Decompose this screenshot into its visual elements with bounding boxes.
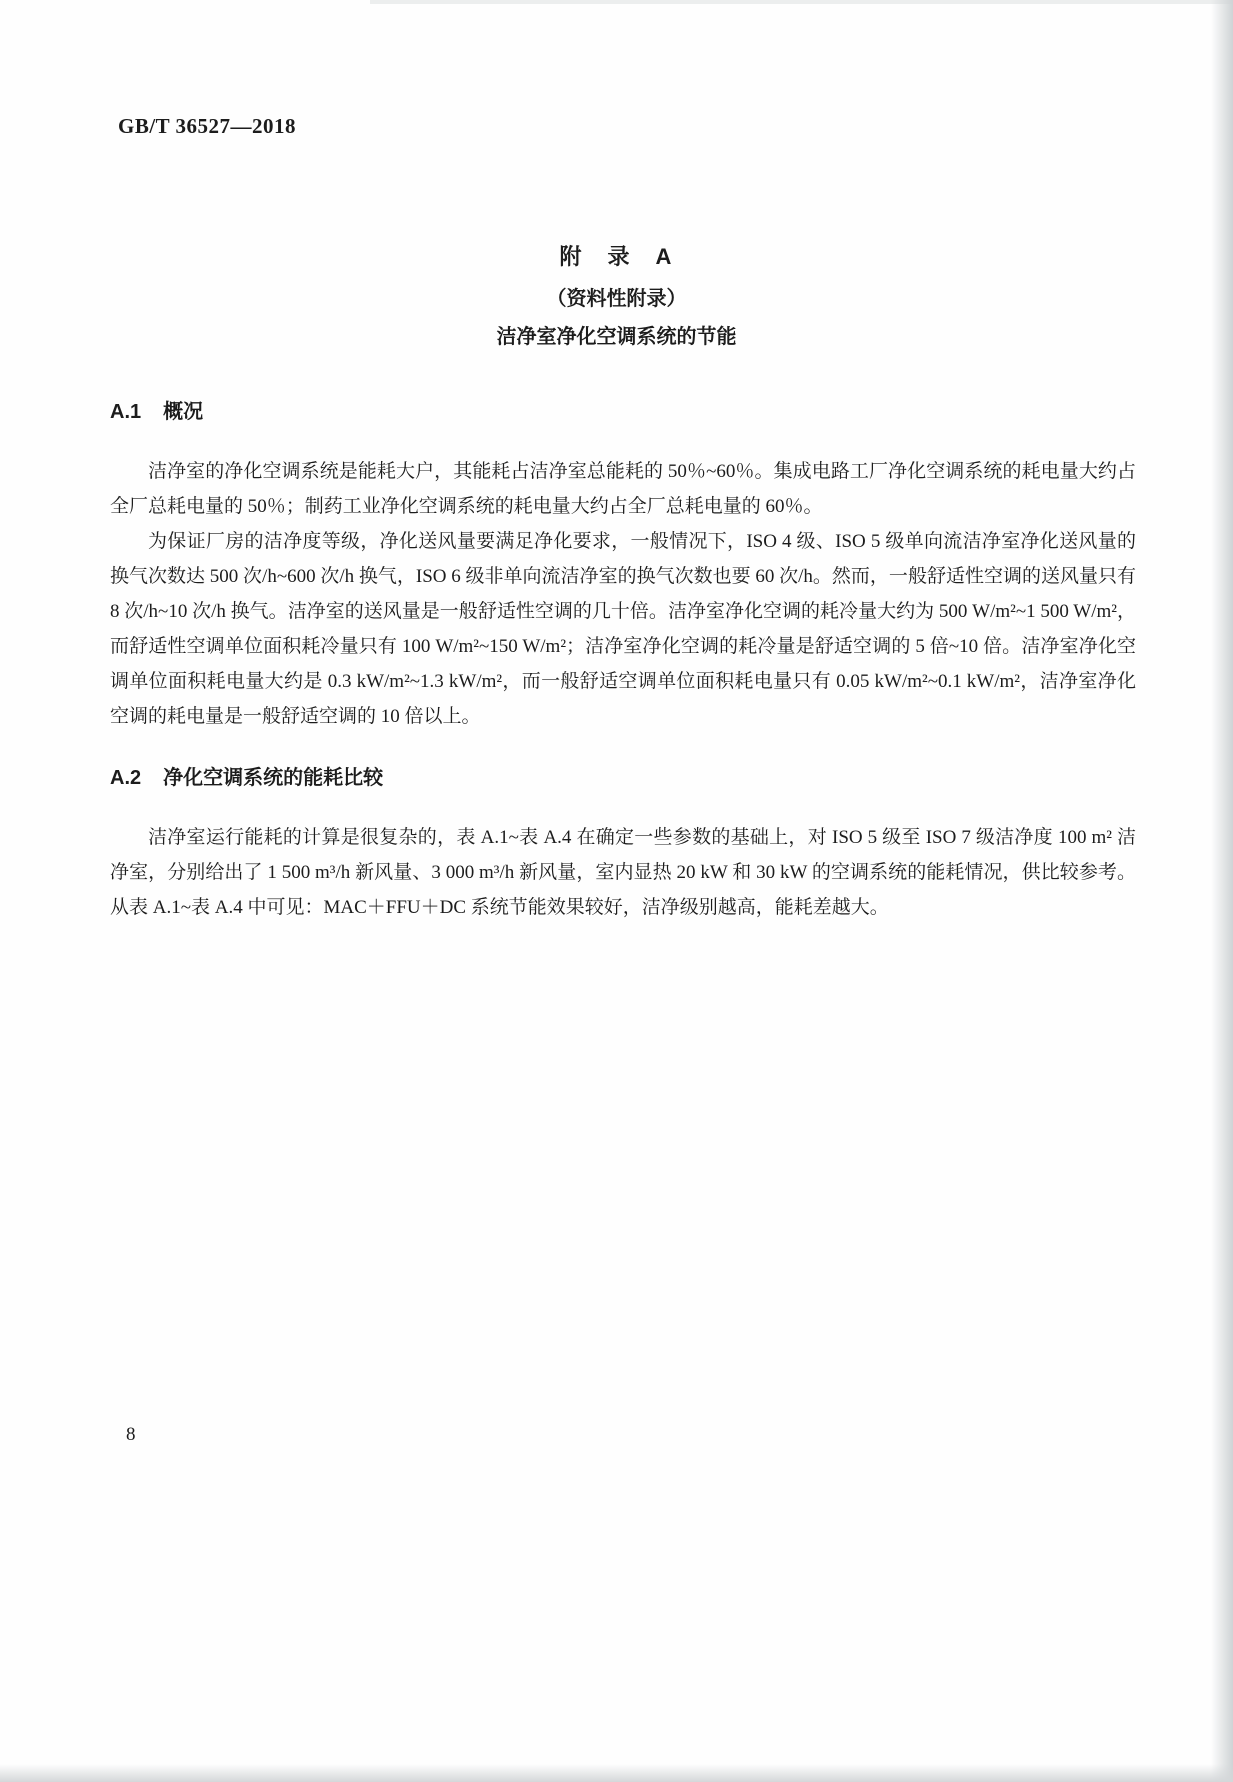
section-number: A.2 bbox=[110, 767, 142, 789]
standard-number: GB/T 36527—2018 bbox=[118, 114, 297, 138]
section-title: 概况 bbox=[163, 401, 204, 423]
paragraph: 为保证厂房的洁净度等级，净化送风量要满足净化要求，一般情况下，ISO 4 级、ISO 5 级单向流洁净室净化送风量的换气次数达 500 次/h~600 次/h 换气，ISO 6 级非单向流洁净室的换气次数也要 60 次/h。然而，一般舒适性空调的送风量只有 8 次/h~10 次/h 换气。洁净室的送风量是一般舒适性空调的几十倍。洁净室净化空调的耗冷量大约为 500 W/m²~1 500 W/m²，而舒适性空调单位面积耗冷量只有 100 W/m²~150 W/m²；洁净室净化空调的耗冷量是舒适空调的 5 倍~10 倍。洁净室净化空调单位面积耗电量大约是 0.3 kW/m²~1.3 kW/m²，而一般舒适空调单位面积耗电量只有 0.05 kW/m²~0.1 kW/m²，洁净室净化空调的耗电量是一般舒适空调的 10 倍以上。 bbox=[110, 531, 1136, 727]
section-heading-a1 bbox=[110, 398, 1136, 426]
appendix-subtitle: （资料性附录） bbox=[546, 288, 687, 310]
appendix-title-block bbox=[0, 240, 1233, 349]
paragraph: 洁净室的净化空调系统是能耗大户，其能耗占洁净室总能耗的 50％~60％。集成电路工厂净化空调系统的耗电量大约占全厂总耗电量的 50％；制药工业净化空调系统的耗电量大约占全厂总耗电量的 60％。 bbox=[110, 461, 1136, 517]
section-heading-a2 bbox=[110, 764, 1136, 792]
paragraph: 洁净室运行能耗的计算是很复杂的，表 A.1~表 A.4 在确定一些参数的基础上，对 ISO 5 级至 ISO 7 级洁净度 100 m² 洁净室，分别给出了 1 500 m³/h 新风量、3 000 m³/h 新风量，室内显热 20 kW 和 30 kW 的空调系统的能耗情况，供比较参考。从表 A.1~表 A.4 中可见：MAC＋FFU＋DC 系统节能效果较好，洁净级别越高，能耗差越大。 bbox=[110, 827, 1136, 918]
page-number: 8 bbox=[126, 1424, 136, 1445]
section-title: 净化空调系统的能耗比较 bbox=[163, 767, 384, 789]
section-number: A.1 bbox=[110, 401, 142, 423]
appendix-name: 洁净室净化空调系统的节能 bbox=[496, 326, 737, 348]
scan-edge-top bbox=[370, 0, 1233, 4]
body-column bbox=[110, 398, 1136, 925]
appendix-title: 附 录 A bbox=[559, 244, 674, 269]
scan-edge-bottom bbox=[0, 1764, 1233, 1782]
